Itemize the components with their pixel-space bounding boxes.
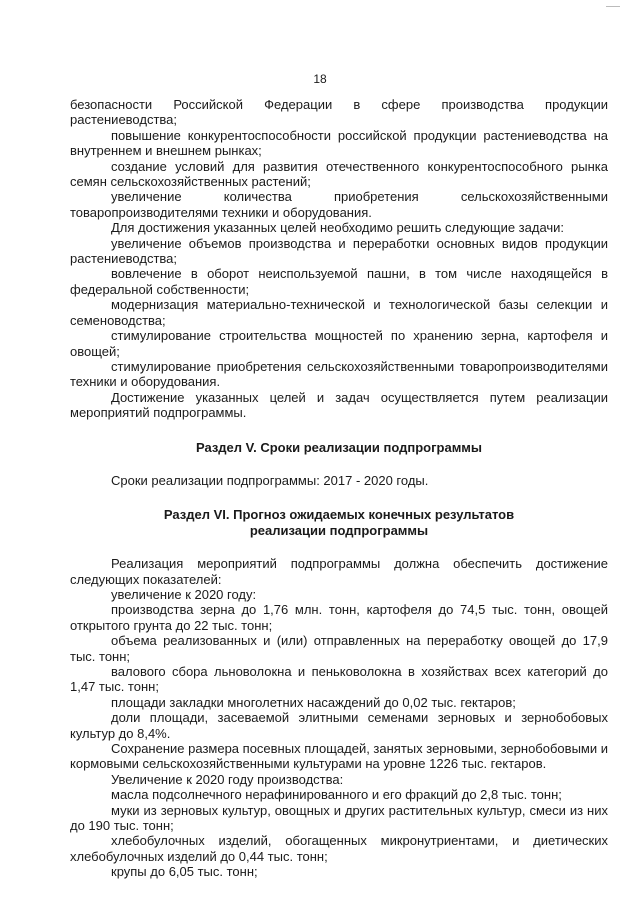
paragraph: Достижение указанных целей и задач осуществляется путем реализации мероприятий подпрограммы. xyxy=(70,389,608,421)
expected-results xyxy=(70,556,608,880)
section-5-text: Сроки реализации подпрограммы: 2017 - 2020 годы. xyxy=(111,472,429,488)
paragraph: хлебобулочных изделий, обогащенных микронутриентами, и диетических хлебобулочных изделий до 0,44 тыс. тонн; xyxy=(70,833,608,864)
paragraph: объема реализованных и (или) отправленных на переработку овощей до 17,9 тыс. тонн; xyxy=(70,633,608,664)
paragraph: увеличение количества приобретения сельскохозяйственными товаропроизводителями техники и оборудования. xyxy=(70,189,608,220)
paragraph: стимулирование строительства мощностей по хранению зерна, картофеля и овощей; xyxy=(70,328,608,359)
paragraph: Увеличение к 2020 году производства: xyxy=(111,771,344,787)
paragraph: доли площади, засеваемой элитными семенами зерновых и зернобобовых культур до 8,4%. xyxy=(70,710,608,741)
paragraph: создание условий для развития отечественного конкурентоспособного рынка семян сельскохозяйственных растений; xyxy=(70,158,608,190)
paragraph: увеличение к 2020 году: xyxy=(111,586,257,602)
paragraph: Реализация мероприятий подпрограммы должна обеспечить достижение следующих показателей: xyxy=(70,556,608,587)
paragraph: стимулирование приобретения сельскохозяйственными товаропроизводителями техники и оборудования. xyxy=(70,358,608,390)
section-5-heading: Раздел V. Сроки реализации подпрограммы xyxy=(195,439,483,455)
paragraph: увеличение объемов производства и переработки основных видов продукции растениеводства; xyxy=(70,235,608,267)
paragraph: валового сбора льноволокна и пеньковолокна в хозяйствах всех категорий до 1,47 тыс. тонн; xyxy=(70,664,608,695)
document-body xyxy=(70,97,608,880)
paragraph: производства зерна до 1,76 млн. тонн, картофеля до 74,5 тыс. тонн, овощей открытого грунта до 22 тыс. тонн; xyxy=(70,602,608,633)
paragraph: площади закладки многолетних насаждений до 0,02 тыс. гектаров; xyxy=(111,694,516,710)
section-6-heading-line1: Раздел VI. Прогноз ожидаемых конечных результатов xyxy=(163,507,515,523)
paragraph: Для достижения указанных целей необходимо решить следующие задачи: xyxy=(111,220,565,236)
paragraph: муки из зерновых культур, овощных и других растительных культур, смеси из них до 190 тыс. тонн; xyxy=(70,802,608,834)
paragraph: повышение конкурентоспособности российской продукции растениеводства на внутреннем и внешнем рынках; xyxy=(70,127,608,159)
paragraph: безопасности Российской Федерации в сфере производства продукции растениеводства; xyxy=(70,97,608,128)
objectives-and-tasks xyxy=(70,97,608,421)
paragraph: модернизация материально-технической и технологической базы селекции и семеноводства; xyxy=(70,297,608,328)
paragraph: масла подсолнечного нерафинированного и его фракций до 2,8 тыс. тонн; xyxy=(111,787,562,803)
page-number: 18 xyxy=(313,72,327,86)
section-6-heading-line2: реализации подпрограммы xyxy=(249,522,429,538)
paragraph: крупы до 6,05 тыс. тонн; xyxy=(111,864,258,880)
paragraph: вовлечение в оборот неиспользуемой пашни, в том числе находящейся в федеральной собственности; xyxy=(70,266,608,297)
paragraph: Сохранение размера посевных площадей, занятых зерновыми, зернобобовыми и кормовыми сельскохозяйственными культурами на уровне 1226 тыс. гектаров. xyxy=(70,741,608,772)
scan-mark xyxy=(606,6,620,7)
